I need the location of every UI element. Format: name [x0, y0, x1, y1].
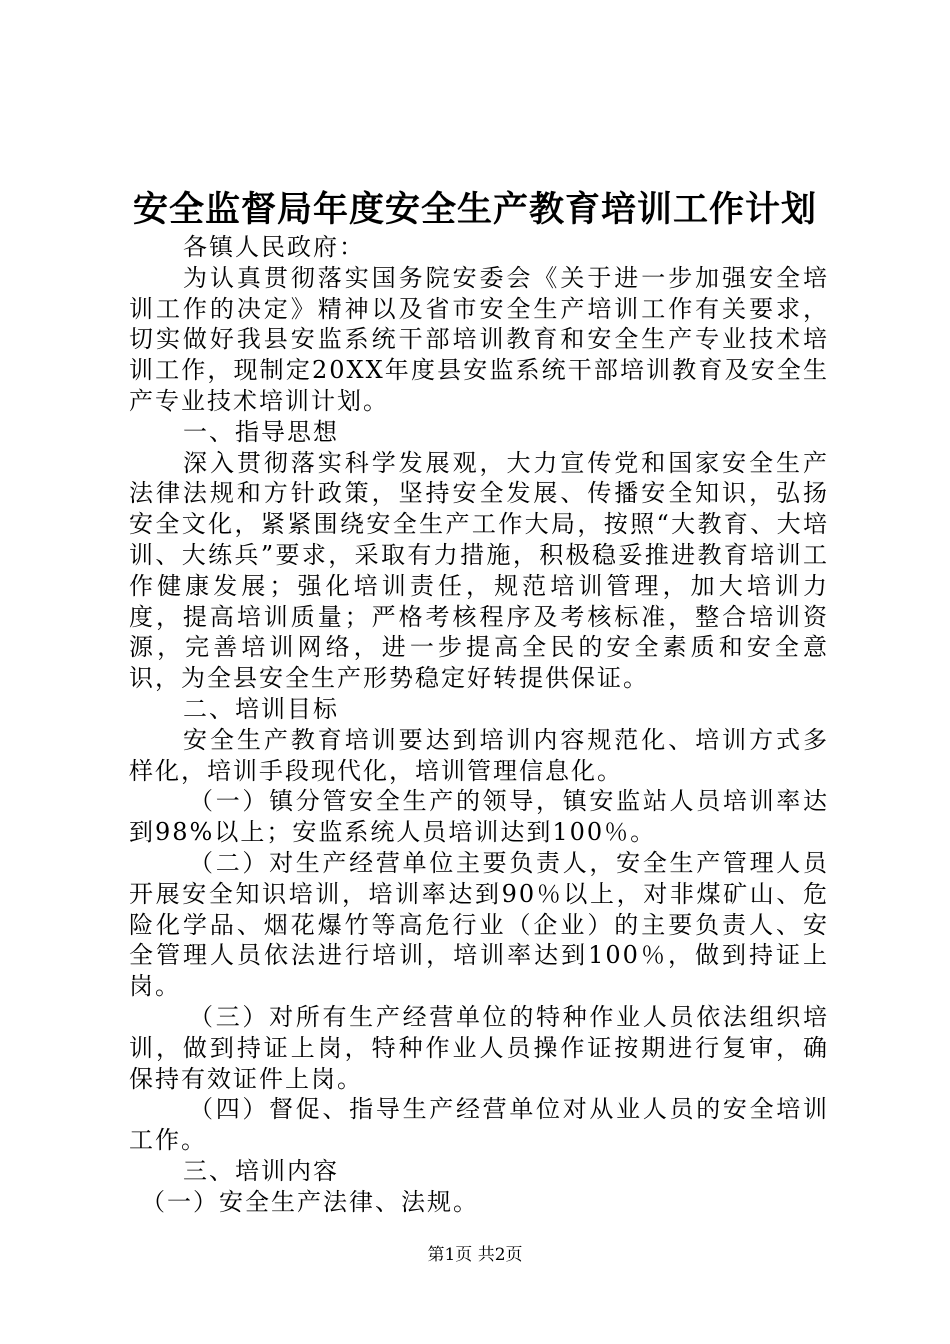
content-item-1: （一）安全生产法律、法规。 [141, 1187, 479, 1216]
intro-paragraph: 为认真贯彻落实国务院安委会《关于进一步加强安全培训工作的决定》精神以及省市安全生产培训工作有关要求，切实做好我县安监系统干部培训教育和安全生产专业技术培训工作，现制定20XX年度县安监系统干部培训教育及安全生产专业技术培训计划。 [129, 263, 829, 415]
goal-item-1: （一）镇分管安全生产的领导，镇安监站人员培训率达到98%以上；安监系统人员培训达到100％。 [129, 787, 829, 847]
section-heading-goal: 二、培训目标 [183, 694, 339, 723]
section-heading-content: 三、培训内容 [183, 1156, 339, 1185]
document-body [129, 232, 829, 1218]
section-heading-guiding: 一、指导思想 [183, 417, 339, 446]
goal-item-3: （三）对所有生产经营单位的特种作业人员依法组织培训，做到持证上岗，特种作业人员操作证按期进行复审，确保持有效证件上岗。 [129, 1002, 829, 1093]
page-footer: 第1页 共2页 [427, 1245, 523, 1265]
guiding-paragraph: 深入贯彻落实科学发展观，大力宣传党和国家安全生产法律法规和方针政策，坚持安全发展、传播安全知识，弘扬安全文化，紧紧围绕安全生产工作大局，按照“大教育、大培训、大练兵”要求，采取有力措施，积极稳妥推进教育培训工作健康发展；强化培训责任，规范培训管理，加大培训力度，提高培训质量；严格考核程序及考核标准，整合培训资源，完善培训网络，进一步提高全民的安全素质和安全意识，为全县安全生产形势稳定好转提供保证。 [129, 448, 829, 693]
salutation: 各镇人民政府： [183, 233, 365, 261]
document-title: 安全监督局年度安全生产教育培训工作计划 [132, 189, 817, 230]
goal-paragraph: 安全生产教育培训要达到培训内容规范化、培训方式多样化，培训手段现代化，培训管理信息化。 [129, 725, 829, 785]
goal-item-4: （四）督促、指导生产经营单位对从业人员的安全培训工作。 [129, 1095, 829, 1155]
goal-item-2: （二）对生产经营单位主要负责人，安全生产管理人员开展安全知识培训，培训率达到90％以上，对非煤矿山、危险化学品、烟花爆竹等高危行业（企业）的主要负责人、安全管理人员依法进行培训，培训率达到100％，做到持证上岗。 [129, 848, 829, 1001]
